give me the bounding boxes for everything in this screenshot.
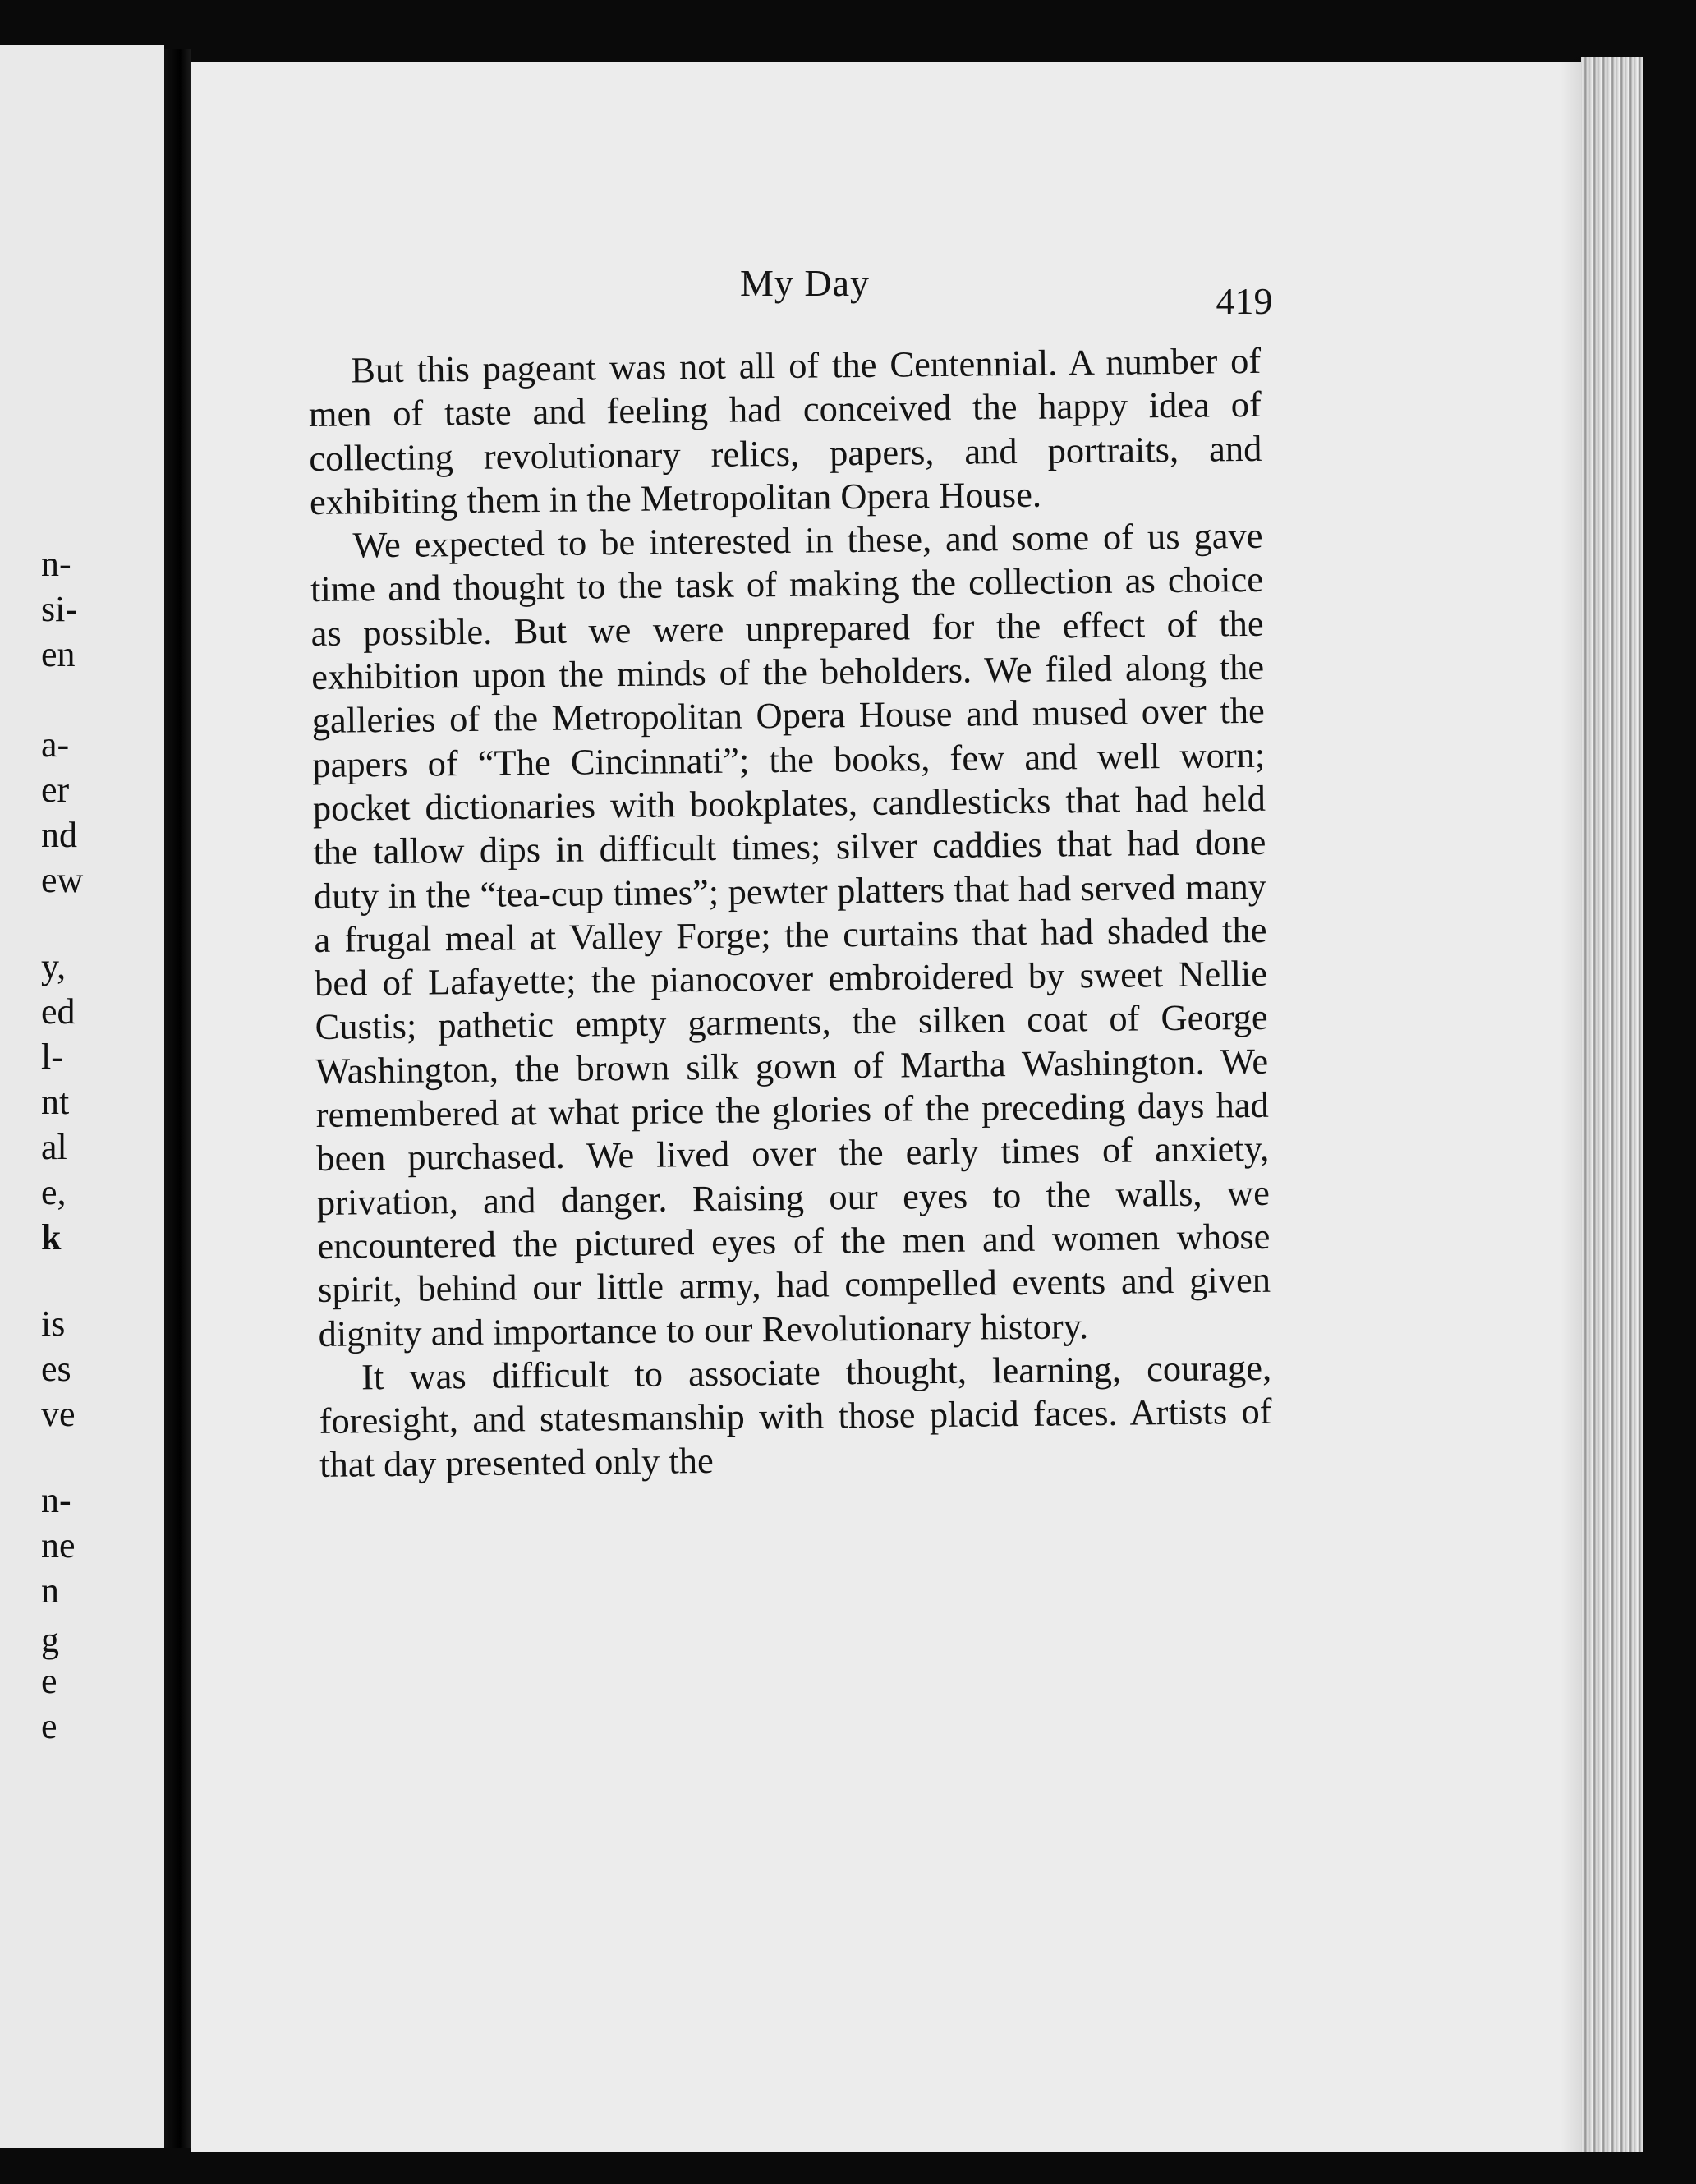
left-fragment: a- [41, 724, 70, 765]
left-fragment: ew [41, 860, 84, 900]
left-fragment: e [41, 1661, 57, 1701]
left-fragment: n- [41, 544, 71, 584]
left-fragment: es [41, 1349, 71, 1389]
paragraph: It was difficult to associate thought, learning, courage, foresight, and statesmanship with those placid faces. Artists of that day presented only the [319, 1346, 1272, 1486]
left-fragment: e [41, 1706, 57, 1746]
left-page-text-fragments [0, 0, 164, 2136]
left-fragment: k [41, 1217, 62, 1258]
left-fragment: g [41, 1620, 59, 1660]
left-fragment: ed [41, 991, 76, 1032]
page-number: 419 [1216, 280, 1273, 322]
left-fragment: si- [41, 589, 77, 629]
paragraph: We expected to be interested in these, and some of us gave time and thought to the task of making the collection as choice as possible. But we were unprepared for the effect of the exhibition upon the minds of the beholders. We filed along the galleries of the Metropolitan Opera House and mused over the papers of “The Cincinnati”; the books, few and well worn; pocket dictionaries with bookplates, candlesticks that had held the tallow dips in difficult times; silver caddies that had done duty in the “tea-cup times”; pewter platters that had served many a frugal meal at Valley Forge; the curtains that had shaded the bed of Lafayette; the pianocover embroidered by sweet Nellie Custis; pathetic empty garments, the silken coat of George Washington, the brown silk gown of Martha Washington. We remembered at what price the glories of the preceding days had been purchased. We lived over the early times of anxiety, privation, and danger. Raising our eyes to the walls, we encountered the pictured eyes of the men and women whose spirit, behind our little army, had compelled events and given dignity and importance to our Revolutionary history. [310, 515, 1271, 1354]
body-text [308, 339, 1272, 1487]
left-fragment: al [41, 1127, 67, 1167]
page-edges [1581, 57, 1643, 2152]
running-head: My Day [739, 262, 871, 304]
left-fragment: ve [41, 1394, 76, 1434]
left-fragment: en [41, 634, 76, 674]
left-fragment: y, [41, 946, 67, 986]
left-fragment: l- [41, 1037, 63, 1077]
book-gutter [164, 49, 191, 2148]
paragraph: But this pageant was not all of the Centennial. A number of men of taste and feeling had conceived the happy idea of collecting revolutionary relics, papers, and portraits, and exhibiting them in the Metropolitan Opera House. [308, 339, 1262, 522]
left-fragment: n- [41, 1480, 71, 1520]
left-fragment: er [41, 770, 70, 810]
left-fragment: is [41, 1304, 66, 1344]
left-fragment: nt [41, 1082, 70, 1122]
left-fragment: n [41, 1570, 59, 1611]
left-fragment: ne [41, 1525, 76, 1566]
left-fragment: e, [41, 1172, 67, 1212]
left-fragment: nd [41, 815, 77, 855]
